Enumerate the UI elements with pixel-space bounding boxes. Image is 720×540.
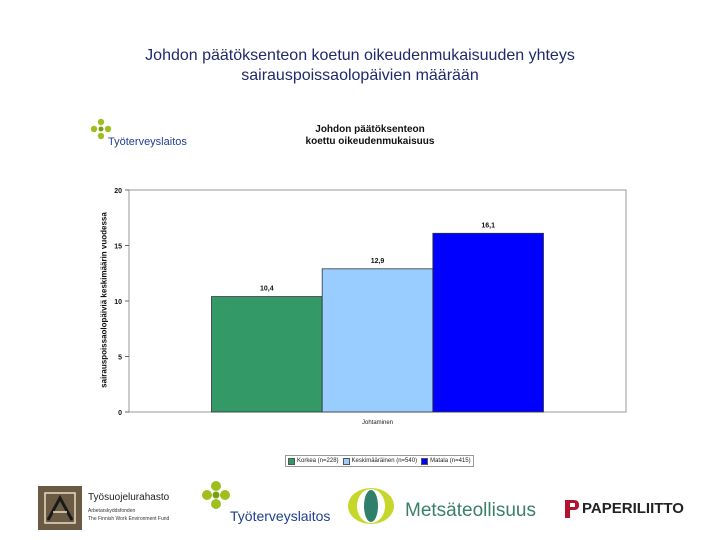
y-tick-label: 15 — [114, 243, 122, 251]
tsr-emblem-icon — [38, 486, 82, 530]
bar-2 — [322, 269, 433, 412]
data-label-1: 10,4 — [260, 285, 274, 293]
pap-logo-text: PAPERILIITTO — [582, 500, 684, 517]
legend-label-keskimaarainen: Keskimääräinen (n=540) — [351, 458, 418, 464]
y-axis-label: sairauspoissaolopäiviä keskimäärin vuodessa — [99, 212, 109, 388]
legend-item-korkea — [288, 458, 339, 465]
slide-title-line1: Johdon päätöksenteon koetun oikeudenmukaisuuden yhteys — [145, 47, 575, 64]
tsr-subtitle — [88, 507, 169, 523]
metsateollisuus-logo — [345, 486, 560, 530]
legend-label-matala: Matala (n=415) — [430, 458, 471, 464]
tyosuojelurahasto-logo — [38, 486, 178, 530]
legend-swatch-matala — [421, 458, 428, 465]
legend-swatch-korkea — [288, 458, 295, 465]
paperiliitto-logo — [562, 498, 692, 524]
chart-title-line2: koettu oikeudenmukaisuus — [305, 136, 435, 147]
chart-title-line1: Johdon päätöksenteon — [315, 124, 425, 135]
y-tick-label: 10 — [114, 299, 122, 306]
footer-logos — [0, 478, 720, 540]
paperiliitto-emblem-icon — [562, 498, 580, 520]
tsr-subtitle-1: Arbetarskyddsfonden — [88, 508, 136, 514]
mets-emblem-icon — [345, 486, 397, 526]
legend-item-keskimaarainen — [343, 458, 418, 465]
bar-3 — [433, 233, 544, 412]
legend-swatch-keskimaarainen — [343, 458, 350, 465]
ttl-logo-text: Työterveyslaitos — [230, 508, 331, 524]
mets-logo-text: Metsäteollisuus — [405, 500, 536, 521]
tyoterveyslaitos-logo — [200, 480, 350, 530]
slide-title-line2: sairauspoissaolopäivien määrään — [241, 67, 479, 84]
y-tick-label: 5 — [118, 354, 122, 362]
header-logo-text: Työterveyslaitos — [108, 136, 187, 148]
tsr-name: Työsuojelurahasto — [88, 492, 170, 503]
data-label-2: 12,9 — [370, 257, 385, 265]
legend — [285, 455, 474, 467]
data-label-3: 16,1 — [481, 222, 495, 230]
y-tick-label: 20 — [114, 188, 122, 195]
bar-1 — [212, 297, 323, 412]
x-category-label: Johtaminen — [361, 420, 394, 426]
tsr-subtitle-2: The Finnish Work Environment Fund — [88, 516, 170, 522]
legend-item-matala — [421, 458, 471, 465]
y-tick-label: 0 — [118, 410, 122, 417]
legend-label-korkea: Korkea (n=228) — [297, 458, 339, 464]
